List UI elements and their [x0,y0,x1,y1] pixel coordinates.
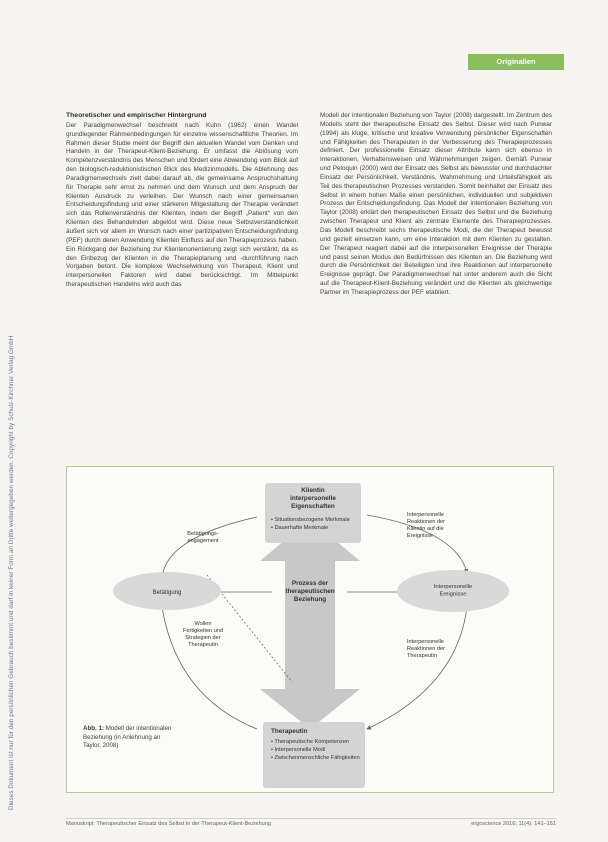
side-copyright-text: Dieses Dokument ist nur für den persönlichen Gebrauch bestimmt und darf in keiner Form an Dritte weitergegeben werden. Copyright by Schulz-Kirchner Verlag GmbH [8,335,15,810]
text-line: Ereignisse [407,533,434,539]
left-column [66,112,298,290]
side-copyright-note [8,70,20,810]
section-heading: Theoretischer und empirischer Hintergrund [66,112,207,119]
arc-client-left [162,517,257,577]
figure-model [66,466,554,793]
text-line: Betätigungs- [187,531,219,537]
list-item: • Situationsbezogene Merkmale [271,517,350,523]
text-line: Klientin auf die [407,526,444,532]
arc-therapist-right [367,607,467,729]
text-line: Prozess der [291,580,329,587]
engagement-label [187,531,219,544]
caption-text: Modell der intentionalen Beziehung (in Anlehnung an Taylor, 2008) [83,725,172,750]
text-line: engagement [187,538,219,544]
text-line: Interpersonelle [407,512,445,518]
text-line: Therapeutin [407,653,437,659]
text-line: Reaktionen der [407,646,445,652]
page-footer [66,818,556,830]
vertical-double-arrow [260,519,360,729]
text-line: Klientin [301,487,325,494]
text-line: Beziehung [293,596,327,603]
right-column [320,112,552,298]
text-line: Interpersonelle [407,639,445,645]
text-line: Eigenschaften [291,503,335,510]
text-line: Reaktionen der [407,519,445,525]
therapist-box-title [271,728,308,735]
footer-left: Manuskript: Therapeutischer Einsatz des Selbst in der Therapeut-Klient-Beziehung [66,821,272,827]
text-line: Ereignisse [439,591,467,598]
interpersonal-events-label [434,584,472,597]
left-body-text: Der Paradigmenwechsel beschreibt nach Kuhn (1962) einen Wandel grundlegender Rahmenbedingungen für einzelne wissenschaftliche Theorien. Im Rahmen dieser Studie meint der Begriff den aktuellen Wandel vom Denken und Handeln in der Therapeut-Klient-Beziehung. Er umfasst die Ablösung vom Kompetenzverständnis des Menschen und fördert eine Abwendung vom Blick auf den biologisch-reduktionistischen Blick des Medizinmodells. Die Ablehnung des Paradigmenwechsels zielt dabei darauf ab, die gemeinsame Anspruchshaltung für Therapie sehr ernst zu nehmen und dem Wunsch und dem Anspruch der Klienten Ausdruck zu verleihen. Der Wunsch nach einer gemeinsamen Entscheidungsfindung und einer stärkeren Mitgestaltung der Therapie verändert sich das Rollenverständnis der Klienten, indem der Begriff „Patient“ von den Klienten des Behandelnden abgelöst wird. Diese neue Selbstverständlichkeit äußert sich vor allem im Wunsch nach einer partizipativen Entscheidungsfindung (PEF) durch deren Anwendung Klienten Einfluss auf den Therapieprozess haben. Ein Rückgang der Beziehung zur Klientenorientierung zeigt sich verstärkt, da es den Einbezug der Klienten in die Therapieplanung und -durchführung nach Vorgaben betont. Die komplexe Wechselwirkung von Therapeut, Klient und interpersonellen Faktoren wird dabei berücksichtigt. Im Mittelpunkt therapeutischen Handelns wird auch das [66,121,298,289]
list-item: • Interpersonelle Modi [271,747,326,754]
text-line: Interpersonelle [433,584,473,590]
occupation-label [153,590,182,596]
list-item: • Therapeutische Kompetenzen [271,739,350,745]
text-line: Therapeutin [188,642,218,648]
text-line: Wollen [194,621,212,627]
figure-caption [83,725,179,751]
skills-label [183,621,223,648]
client-reactions-label [407,512,445,539]
list-item: • Zwischenmenschliche Fähigkeiten [271,755,360,762]
text-line: Strategien der [185,635,221,641]
right-body-text: Modell der intentionalen Beziehung von Taylor (2008) dargestellt. Im Zentrum des Modells steht der therapeutische Einsatz des Selbst. Dieser wird nach Punwar (1994) als kluge, kritische und kreative Verwendung persönlicher Eigenschaften und Fähigkeiten des Therapeuten in der Verbesserung des Therapieprozesses definiert. Der professionelle Einsatz dieser Attribute kann sich ebenso in Interaktionen, Verhaltensweisen und Wahrnehmungen zeigen. Gemäß Punwar und Peloquin (2000) wird der Einsatz des Selbst als bewusster und durchdachter Einsatz der Persönlichkeit, Verständnis, Wahrnehmung und Urteilsfähigkeit als Teil des therapeutischen Prozesses verstanden. Somit beinhaltet der Einsatz des Selbst in einem hohen Maße einen persönlichen, individuellen und subjektiven Prozess der Entscheidungsfindung. Das Modell der intentionalen Beziehung von Taylor (2008) erklärt den therapeutischen Einsatz des Selbst und die Beziehung zwischen Therapeut und Klient als zentrale Elemente des Therapieprozesses. Das Modell beschreibt sechs therapeutische Modi, die der Therapeut bewusst und gezielt einsetzen kann, um eine Interaktion mit dem Klienten zu gestalten. Der Therapeut reagiert dabei auf die interpersonellen Ereignisse der Therapie und passt seinen Modus den Bedürfnissen des Klienten an. Die Beziehung wird durch die Persönlichkeit der Beteiligten und ihre Reaktionen auf interpersonelle Ereignisse geprägt. Der Paradigmenwechsel hat unter anderem auch die Sicht auf die Therapeut-Klient-Beziehung verändert und die Klienten als gleichwertige Partner im Therapieprozess der PEF etabliert. [320,112,552,296]
caption-label: Abb. 1: [83,725,104,732]
text-line: Therapeutin [271,728,308,735]
therapist-reactions-label [407,639,445,659]
section-tab: Originalien [468,54,564,70]
text-line: therapeutischen [285,588,335,595]
text-line: Fertigkeiten und [182,628,224,634]
list-item: • Dauerhafte Merkmale [271,525,329,532]
text-line: Betätigung [152,590,182,596]
text-line: interpersonelle [290,495,336,502]
footer-right: ergoscience 2016; 11(4): 141–151 [471,821,556,827]
